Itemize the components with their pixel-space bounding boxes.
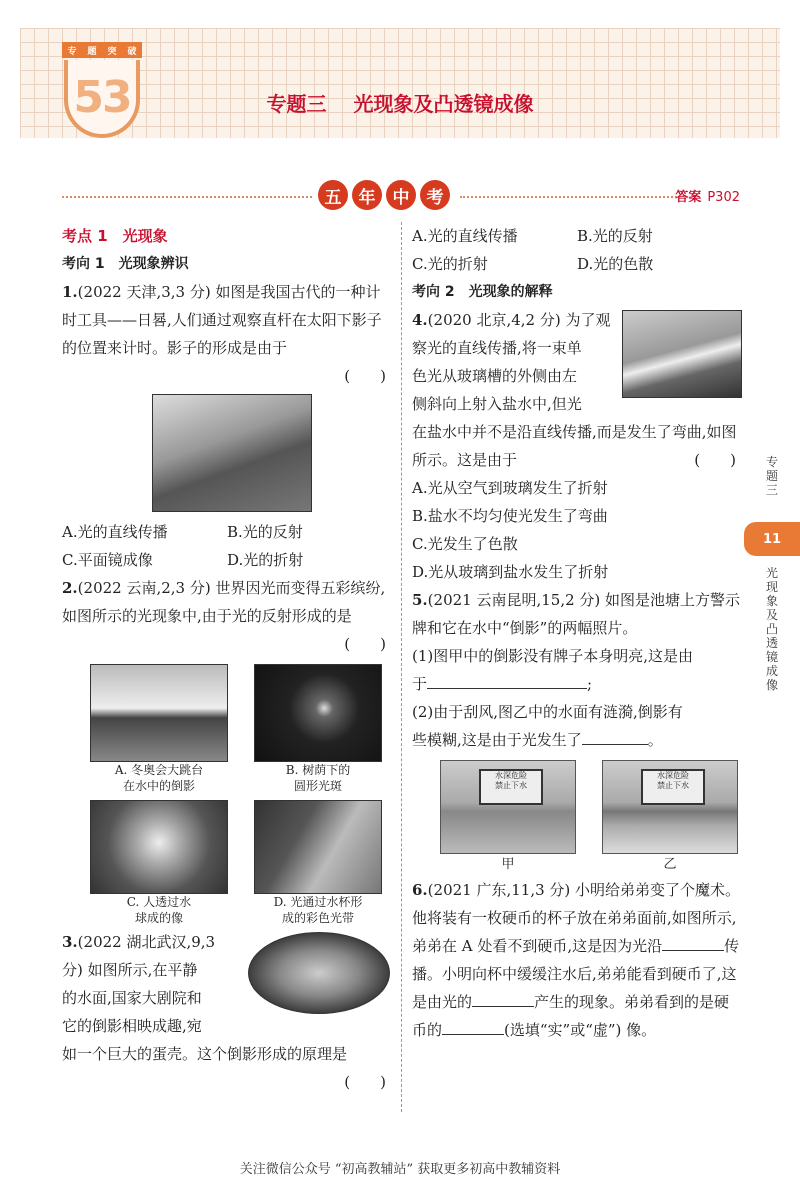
label-jia: 甲 — [501, 857, 515, 872]
q2-option-a — [90, 664, 228, 794]
page-header — [0, 0, 800, 150]
question-4 — [412, 306, 742, 586]
option-c[interactable]: C.平面镜成像 — [62, 551, 153, 569]
caption: C. 人透过水 球成的像 — [126, 895, 192, 925]
column-divider — [401, 222, 402, 1112]
caption: D. 光通过水杯形 成的彩色光带 — [273, 895, 363, 925]
question-text: (2022 云南,2,3 分) 世界因光而变得五彩缤纷,如图所示的光现象中,由于光的反射形成的是 — [62, 579, 386, 625]
dotted-divider-right — [460, 196, 680, 198]
question-text-line: 的水面,国家大剧院和 — [62, 989, 202, 1007]
left-column — [62, 222, 392, 1096]
pond-photo-jia — [440, 760, 576, 876]
sub-question-2-cont: 些模糊,这是由于光发生了 — [412, 731, 582, 749]
punctuation: 。 — [647, 731, 663, 749]
q2-option-d — [254, 800, 382, 926]
section-badge-char: 五 — [318, 180, 348, 210]
caption: A. 冬奥会大跳台 在水中的倒影 — [114, 763, 204, 793]
ski-jump-photo — [90, 664, 228, 762]
water-cup-photo — [254, 800, 382, 894]
logo-number: 53 — [73, 71, 131, 123]
answer-paren: ( ) — [344, 367, 386, 385]
answer-paren: ( ) — [344, 635, 386, 653]
grand-theatre-photo — [248, 932, 390, 1014]
option-a[interactable]: A.光的直线传播 — [412, 227, 518, 245]
q2-images-row-2 — [62, 800, 392, 926]
blank-input[interactable] — [662, 932, 724, 951]
question-1 — [62, 278, 392, 574]
blank-input[interactable] — [442, 1016, 504, 1035]
q2-images-row-1 — [62, 664, 392, 794]
question-number: 5. — [412, 591, 428, 609]
side-tab-topic: 专题三 — [765, 455, 778, 497]
question-text-line: 察光的直线传播,将一束单 — [412, 339, 582, 357]
options — [62, 518, 392, 574]
answer-page: P302 — [707, 190, 740, 205]
sub-question-1-cont: 于 — [412, 675, 428, 693]
q2-option-b — [254, 664, 382, 794]
option-d[interactable]: D.光的折射 — [227, 551, 304, 569]
question-3 — [62, 928, 392, 1096]
section-badge-char: 年 — [352, 180, 382, 210]
sundial-photo — [152, 394, 312, 512]
question-text: (2021 广东,11,3 分) 小明给弟弟变了个魔术。他将装有一枚硬币的杯子放在弟弟面前,如图所示,弟弟在 A 处看不到硬币,这是因为光沿 — [412, 881, 741, 955]
option-b[interactable]: B.光的反射 — [227, 523, 303, 541]
question-text: 传播。小明向杯中缓缓注水后,弟弟能看到硬币了,这是由光的 — [412, 937, 740, 1011]
pond-sign-images — [412, 760, 742, 876]
question-text-line: 在盐水中并不是沿直线传播,而是发生了弯曲,如图所示。这是由于 — [412, 423, 737, 469]
right-column — [412, 222, 742, 1044]
question-2 — [62, 574, 392, 926]
title-topic-number: 专题三 — [266, 92, 327, 116]
question-text: (2022 天津,3,3 分) 如图是我国古代的一种计时工具——日晷,人们通过观察直杆在太阳下影子的位置来计时。影子的形成是由于 — [62, 283, 382, 357]
question-5 — [412, 586, 742, 876]
caption: B. 树荫下的 圆形光斑 — [285, 763, 351, 793]
blank-input[interactable] — [582, 726, 648, 745]
question-number: 6. — [412, 881, 428, 899]
question-text: (2021 云南昆明,15,2 分) 如图是池塘上方警示牌和它在水中“倒影”的两幅照片。 — [412, 591, 741, 637]
question-number: 1. — [62, 283, 78, 301]
warning-sign: 水深危险 禁止下水 — [641, 769, 705, 805]
option-a[interactable]: A.光的直线传播 — [62, 523, 168, 541]
question-text-line: (2022 湖北武汉,9,3 — [77, 933, 216, 951]
answer-label: 答案 — [675, 190, 702, 205]
option-a[interactable]: A.光从空气到玻璃发生了折射 — [412, 479, 608, 497]
option-c[interactable]: C.光的折射 — [412, 255, 488, 273]
q2-option-c — [90, 800, 228, 926]
section-badge-char: 中 — [386, 180, 416, 210]
footer-note: 关注微信公众号 “初高教辅站” 获取更多初高中教辅资料 — [239, 1162, 561, 1177]
side-tab-title: 光现象及凸透镜成像 — [765, 566, 778, 692]
option-c[interactable]: C.光发生了色散 — [412, 535, 518, 553]
answer-paren: ( ) — [344, 1073, 386, 1091]
section-badge-char: 考 — [420, 180, 450, 210]
question-number: 4. — [412, 311, 428, 329]
pond-photo-yi — [602, 760, 738, 876]
blank-input[interactable] — [427, 670, 587, 689]
option-d[interactable]: D.光从玻璃到盐水发生了折射 — [412, 563, 609, 581]
q3-options — [412, 222, 742, 278]
answer-paren: ( ) — [694, 451, 736, 469]
option-b[interactable]: B.光的反射 — [577, 227, 653, 245]
question-text-line: 侧斜向上射入盐水中,但光 — [412, 395, 582, 413]
light-tank-photo — [622, 310, 742, 398]
question-text-line: 色光从玻璃槽的外侧由左 — [412, 367, 578, 385]
kaoxiang-heading: 考向 1 光现象辨识 — [62, 256, 189, 272]
answer-reference — [675, 186, 740, 205]
question-6 — [412, 876, 742, 1044]
question-text: 产生的现象。弟弟看到的是硬币的 — [412, 993, 730, 1039]
question-text-line: 分) 如图所示,在平静 — [62, 961, 198, 979]
logo-strip — [62, 42, 142, 58]
label-yi: 乙 — [663, 857, 677, 872]
logo-char: 破 — [127, 46, 137, 57]
question-number: 2. — [62, 579, 78, 597]
kaoxiang-heading: 考向 2 光现象的解释 — [412, 284, 553, 300]
question-text-line: 如一个巨大的蛋壳。这个倒影形成的原理是 — [62, 1045, 348, 1063]
blank-input[interactable] — [472, 988, 534, 1007]
punctuation: ; — [587, 675, 593, 693]
option-b[interactable]: B.盐水不均匀使光发生了弯曲 — [412, 507, 608, 525]
section-badge — [318, 180, 450, 210]
question-text-line: (2020 北京,4,2 分) 为了观 — [427, 311, 611, 329]
kaodian-heading: 考点 1 光现象 — [62, 227, 168, 245]
sub-question-1: (1)图甲中的倒影没有牌子本身明亮,这是由 — [412, 647, 694, 665]
sub-question-2: (2)由于刮风,图乙中的水面有涟漪,倒影有 — [412, 703, 683, 721]
page-title — [0, 88, 800, 117]
dotted-divider-left — [62, 196, 312, 198]
logo-char: 突 — [107, 46, 117, 57]
question-text-line: 它的倒影相映成趣,宛 — [62, 1017, 202, 1035]
question-text: (选填“实”或“虚”) 像。 — [504, 1021, 657, 1039]
water-ball-photo — [90, 800, 228, 894]
side-tab-page-number: 11 — [744, 522, 800, 556]
option-d[interactable]: D.光的色散 — [577, 255, 654, 273]
question-number: 3. — [62, 933, 78, 951]
logo-char: 专 — [67, 46, 77, 57]
title-topic-name: 光现象及凸透镜成像 — [353, 92, 534, 116]
warning-sign: 水深危险 禁止下水 — [479, 769, 543, 805]
logo-char: 题 — [87, 46, 97, 57]
light-spot-photo — [254, 664, 382, 762]
